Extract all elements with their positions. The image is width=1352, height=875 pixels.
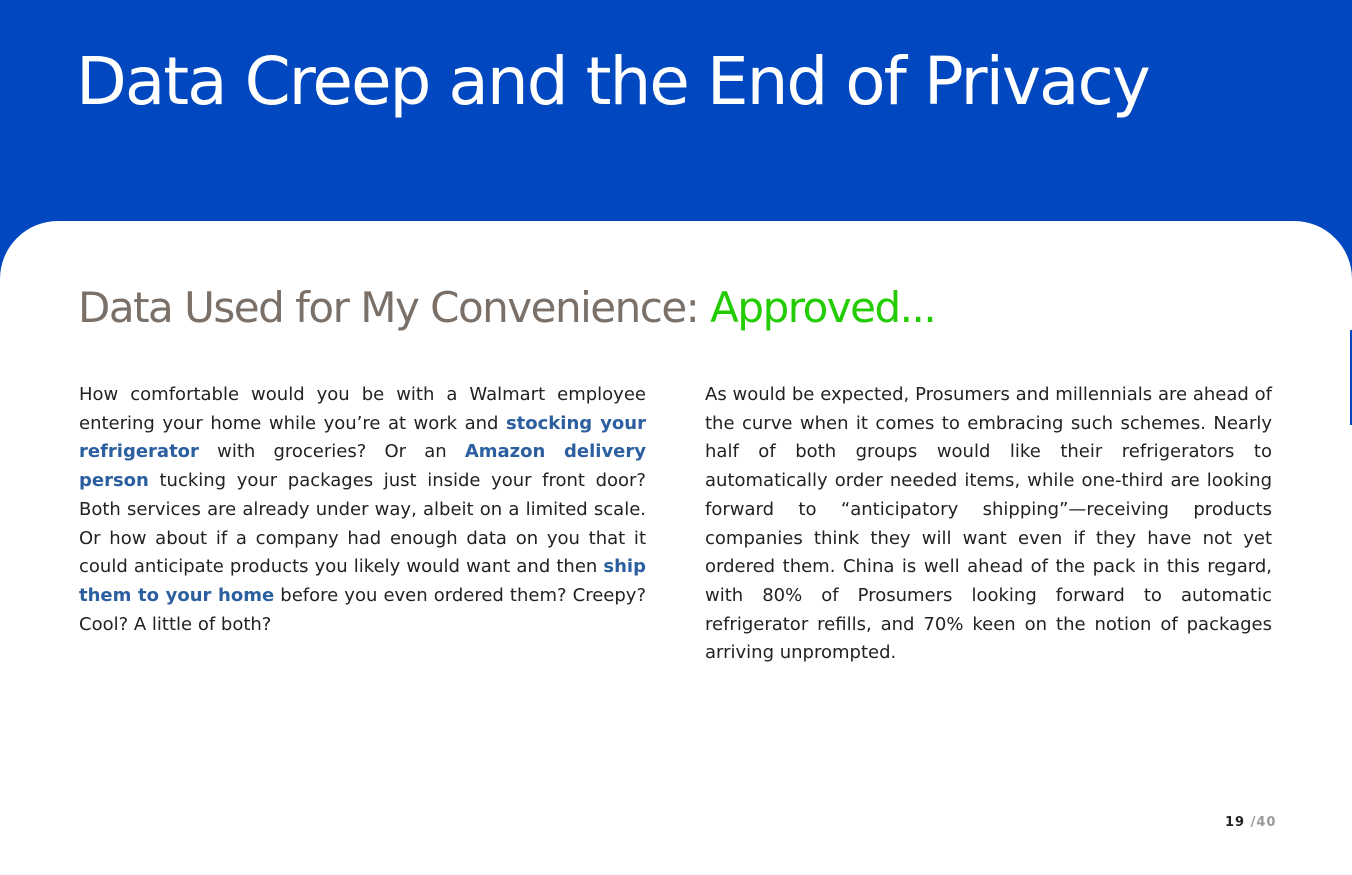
highlight-stocking-refrigerator: stocking your refrigerator bbox=[79, 412, 646, 463]
left-column-paragraph bbox=[79, 381, 646, 639]
left-text-1: How comfortable would you be with a Walmart employee entering your home while you’re at work and bbox=[79, 384, 646, 434]
page-number bbox=[1225, 815, 1276, 830]
left-text-4: before you even ordered them? Creepy? Cool? A little of both? bbox=[79, 584, 646, 635]
subtitle-accent: Approved... bbox=[710, 283, 936, 332]
section-subtitle bbox=[78, 283, 935, 333]
page-current: 19 bbox=[1225, 815, 1246, 830]
highlight-amazon-delivery: Amazon delivery person bbox=[79, 441, 647, 492]
left-text-3: tucking your packages just inside your front door? Both services are already under way, albeit on a limited scale. Or how about if a company had enough data on you that it could anticipate products you likely would want and then bbox=[79, 470, 646, 578]
left-text-2: with groceries? Or an bbox=[198, 441, 465, 463]
right-column-paragraph: As would be expected, Prosumers and millennials are ahead of the curve when it comes to embracing such schemes. Nearly half of both groups would like their refrigerators to automatically order needed items, while one-third are looking forward to “anticipatory shipping”—receiving products companies think they will want even if they have not yet ordered them. China is well ahead of the pack in this regard, with 80% of Prosumers looking forward to automatic refrigerator refills, and 70% keen on the notion of packages arriving unprompted. bbox=[705, 384, 1272, 664]
page-title: Data Creep and the End of Privacy bbox=[76, 43, 1149, 120]
subtitle-main: Data Used for My Convenience: bbox=[78, 283, 711, 332]
page-total: /40 bbox=[1250, 815, 1277, 830]
highlight-ship-home: ship them to your home bbox=[79, 556, 646, 606]
